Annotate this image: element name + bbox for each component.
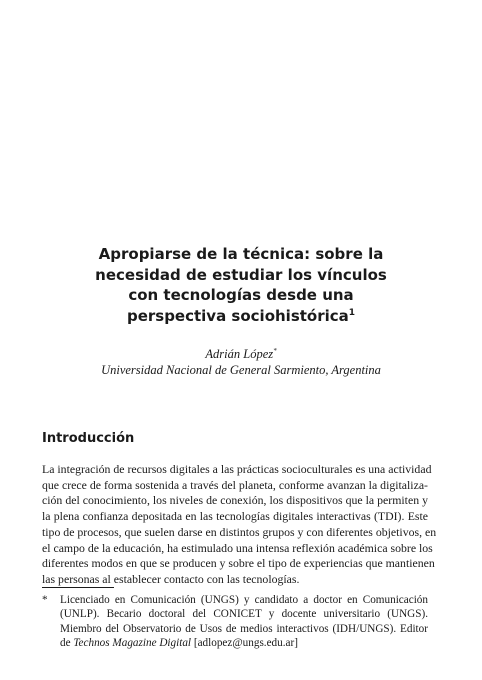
body-paragraph [42, 462, 437, 588]
paragraph-line: ción del conocimiento, los niveles de conexión, los dispositivos que la permiten y [42, 493, 428, 508]
footnote-mark: * [42, 594, 48, 606]
title-line-text: perspectiva sociohistórica [126, 306, 349, 325]
paragraph-line: La integración de recursos digitales a las prácticas socioculturales es una actividad [42, 462, 432, 476]
footnote-line: Miembro del Observatorio de Usos de medios interactivos (IDH/UNGS). Editor [60, 622, 428, 635]
paragraph-line: que crece de forma sostenida a través del planeta, conforme avanzan la digitaliza- [42, 477, 428, 492]
paragraph-line: la plena confianza depositada en las tecnologías digitales interactivas (TDI). Este [42, 509, 428, 524]
paragraph-line: tipo de procesos, que suelen darse en distintos grupos y con diferentes objetivos, en [42, 524, 437, 539]
paragraph-line: el campo de la educación, ha estimulado una intensa reflexión académica sobre los [42, 540, 433, 555]
footnote-body [60, 593, 428, 650]
footnote-line-last [60, 636, 428, 650]
paragraph-line: las personas al establecer contacto con las tecnologías. [42, 571, 300, 586]
footnote-prefix: de [60, 636, 74, 649]
author-line [40, 346, 442, 362]
title-line: necesidad de estudiar los vínculos [95, 265, 387, 284]
footnote-line: (UNLP). Becario doctoral del CONICET y docente universitario (UNGS). [60, 608, 428, 621]
paragraph-line: diferentes modos en que se producen y sobre el tipo de experiencias que mantienen [42, 556, 435, 571]
magazine-title: Technos Magazine Digital [73, 636, 192, 649]
title-line: con tecnologías desde una [128, 286, 354, 304]
title-footnote-ref[interactable]: 1 [348, 307, 356, 318]
footnote [42, 593, 428, 650]
footnote-email[interactable]: [adlopez@ungs.edu.ar] [191, 636, 298, 649]
title-line-last [40, 306, 442, 327]
author-footnote-mark[interactable]: * [273, 347, 277, 355]
section-heading: Introducción [42, 431, 135, 446]
footnote-line: Licenciado en Comunicación (UNGS) y candidato a doctor en Comunicación [60, 594, 428, 606]
author-name: Adrián López [205, 347, 274, 361]
title-line: Apropiarse de la técnica: sobre la [98, 245, 384, 263]
footnote-divider [42, 587, 114, 588]
article-title [40, 244, 442, 326]
author-affiliation: Universidad Nacional de General Sarmiento, Argentina [101, 363, 381, 377]
